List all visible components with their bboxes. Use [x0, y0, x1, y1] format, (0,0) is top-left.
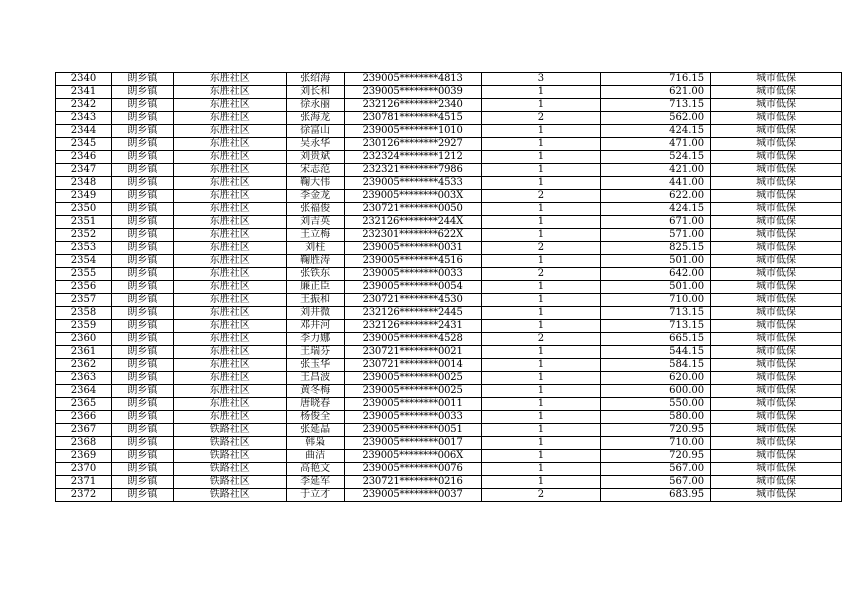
- table-row: [56, 138, 842, 151]
- name-cell: 张绍海: [286, 73, 344, 86]
- household-count-cell: 1: [481, 125, 601, 138]
- table-row: [56, 203, 842, 216]
- assistance-type-cell: 城市低保: [711, 424, 842, 437]
- assistance-type-cell: 城市低保: [711, 294, 842, 307]
- town-cell: 朗乡镇: [111, 216, 173, 229]
- id-number-cell: 239005********1010: [344, 125, 481, 138]
- amount-cell: 580.00: [601, 411, 711, 424]
- id-number-cell: 239005********003X: [344, 190, 481, 203]
- household-count-cell: 1: [481, 359, 601, 372]
- community-cell: 东胜社区: [173, 255, 286, 268]
- community-cell: 东胜社区: [173, 268, 286, 281]
- town-cell: 朗乡镇: [111, 359, 173, 372]
- name-cell: 李延军: [286, 476, 344, 489]
- amount-cell: 710.00: [601, 437, 711, 450]
- household-count-cell: 1: [481, 346, 601, 359]
- row-number-cell: 2351: [56, 216, 112, 229]
- town-cell: 朗乡镇: [111, 463, 173, 476]
- name-cell: 杨俊全: [286, 411, 344, 424]
- name-cell: 李金龙: [286, 190, 344, 203]
- community-cell: 东胜社区: [173, 398, 286, 411]
- community-cell: 东胜社区: [173, 177, 286, 190]
- community-cell: 东胜社区: [173, 86, 286, 99]
- assistance-type-cell: 城市低保: [711, 450, 842, 463]
- amount-cell: 567.00: [601, 476, 711, 489]
- household-count-cell: 2: [481, 242, 601, 255]
- table-row: [56, 112, 842, 125]
- town-cell: 朗乡镇: [111, 294, 173, 307]
- table-row: [56, 307, 842, 320]
- amount-cell: 571.00: [601, 229, 711, 242]
- id-number-cell: 232126********244X: [344, 216, 481, 229]
- amount-cell: 713.15: [601, 307, 711, 320]
- amount-cell: 671.00: [601, 216, 711, 229]
- town-cell: 朗乡镇: [111, 73, 173, 86]
- row-number-cell: 2347: [56, 164, 112, 177]
- town-cell: 朗乡镇: [111, 372, 173, 385]
- household-count-cell: 1: [481, 294, 601, 307]
- assistance-type-cell: 城市低保: [711, 346, 842, 359]
- amount-cell: 424.15: [601, 125, 711, 138]
- town-cell: 朗乡镇: [111, 450, 173, 463]
- name-cell: 刘吉英: [286, 216, 344, 229]
- assistance-type-cell: 城市低保: [711, 190, 842, 203]
- assistance-type-cell: 城市低保: [711, 255, 842, 268]
- table-row: [56, 268, 842, 281]
- assistance-type-cell: 城市低保: [711, 203, 842, 216]
- table-row: [56, 385, 842, 398]
- table-row: [56, 125, 842, 138]
- row-number-cell: 2367: [56, 424, 112, 437]
- household-count-cell: 1: [481, 450, 601, 463]
- name-cell: 张延晶: [286, 424, 344, 437]
- name-cell: 徐永丽: [286, 99, 344, 112]
- household-count-cell: 1: [481, 372, 601, 385]
- amount-cell: 501.00: [601, 255, 711, 268]
- id-number-cell: 232126********2431: [344, 320, 481, 333]
- amount-cell: 683.95: [601, 489, 711, 502]
- id-number-cell: 239005********4813: [344, 73, 481, 86]
- table-row: [56, 359, 842, 372]
- id-number-cell: 239005********0033: [344, 268, 481, 281]
- id-number-cell: 230721********0050: [344, 203, 481, 216]
- name-cell: 王昌波: [286, 372, 344, 385]
- community-cell: 铁路社区: [173, 463, 286, 476]
- community-cell: 铁路社区: [173, 489, 286, 502]
- household-count-cell: 2: [481, 489, 601, 502]
- table-row: [56, 177, 842, 190]
- row-number-cell: 2353: [56, 242, 112, 255]
- name-cell: 刘柱: [286, 242, 344, 255]
- community-cell: 东胜社区: [173, 125, 286, 138]
- assistance-type-cell: 城市低保: [711, 385, 842, 398]
- household-count-cell: 1: [481, 320, 601, 333]
- community-cell: 东胜社区: [173, 411, 286, 424]
- amount-cell: 544.15: [601, 346, 711, 359]
- row-number-cell: 2356: [56, 281, 112, 294]
- name-cell: 刘贵斌: [286, 151, 344, 164]
- name-cell: 韩枭: [286, 437, 344, 450]
- row-number-cell: 2372: [56, 489, 112, 502]
- community-cell: 东胜社区: [173, 216, 286, 229]
- assistance-type-cell: 城市低保: [711, 476, 842, 489]
- row-number-cell: 2349: [56, 190, 112, 203]
- name-cell: 王立梅: [286, 229, 344, 242]
- row-number-cell: 2350: [56, 203, 112, 216]
- household-count-cell: 1: [481, 307, 601, 320]
- id-number-cell: 230721********0021: [344, 346, 481, 359]
- household-count-cell: 1: [481, 99, 601, 112]
- community-cell: 东胜社区: [173, 294, 286, 307]
- row-number-cell: 2369: [56, 450, 112, 463]
- town-cell: 朗乡镇: [111, 424, 173, 437]
- table-row: [56, 372, 842, 385]
- table-row: [56, 190, 842, 203]
- row-number-cell: 2348: [56, 177, 112, 190]
- table-row: [56, 450, 842, 463]
- name-cell: 唐晓春: [286, 398, 344, 411]
- assistance-type-cell: 城市低保: [711, 99, 842, 112]
- name-cell: 曲洁: [286, 450, 344, 463]
- id-number-cell: 232126********2445: [344, 307, 481, 320]
- amount-cell: 567.00: [601, 463, 711, 476]
- amount-cell: 424.15: [601, 203, 711, 216]
- town-cell: 朗乡镇: [111, 203, 173, 216]
- assistance-type-cell: 城市低保: [711, 489, 842, 502]
- name-cell: 张玉华: [286, 359, 344, 372]
- id-number-cell: 232301********622X: [344, 229, 481, 242]
- table-row: [56, 86, 842, 99]
- id-number-cell: 230721********0014: [344, 359, 481, 372]
- id-number-cell: 232126********2340: [344, 99, 481, 112]
- id-number-cell: 239005********0051: [344, 424, 481, 437]
- row-number-cell: 2362: [56, 359, 112, 372]
- amount-cell: 716.15: [601, 73, 711, 86]
- household-count-cell: 1: [481, 424, 601, 437]
- amount-cell: 710.00: [601, 294, 711, 307]
- assistance-type-cell: 城市低保: [711, 86, 842, 99]
- town-cell: 朗乡镇: [111, 190, 173, 203]
- assistance-type-cell: 城市低保: [711, 333, 842, 346]
- id-number-cell: 239005********0011: [344, 398, 481, 411]
- table-row: [56, 99, 842, 112]
- id-number-cell: 230721********0216: [344, 476, 481, 489]
- town-cell: 朗乡镇: [111, 281, 173, 294]
- community-cell: 东胜社区: [173, 385, 286, 398]
- row-number-cell: 2366: [56, 411, 112, 424]
- table-row: [56, 320, 842, 333]
- town-cell: 朗乡镇: [111, 112, 173, 125]
- amount-cell: 584.15: [601, 359, 711, 372]
- community-cell: 东胜社区: [173, 333, 286, 346]
- town-cell: 朗乡镇: [111, 268, 173, 281]
- assistance-type-cell: 城市低保: [711, 372, 842, 385]
- id-number-cell: 230721********4530: [344, 294, 481, 307]
- assistance-type-cell: 城市低保: [711, 463, 842, 476]
- row-number-cell: 2342: [56, 99, 112, 112]
- name-cell: 邓井河: [286, 320, 344, 333]
- town-cell: 朗乡镇: [111, 164, 173, 177]
- town-cell: 朗乡镇: [111, 489, 173, 502]
- town-cell: 朗乡镇: [111, 476, 173, 489]
- community-cell: 东胜社区: [173, 307, 286, 320]
- town-cell: 朗乡镇: [111, 346, 173, 359]
- name-cell: 王振和: [286, 294, 344, 307]
- name-cell: 张海龙: [286, 112, 344, 125]
- row-number-cell: 2345: [56, 138, 112, 151]
- name-cell: 于立才: [286, 489, 344, 502]
- id-number-cell: 239005********0025: [344, 372, 481, 385]
- table-row: [56, 294, 842, 307]
- table-row: [56, 151, 842, 164]
- assistance-type-cell: 城市低保: [711, 216, 842, 229]
- name-cell: 李力娜: [286, 333, 344, 346]
- assistance-type-cell: 城市低保: [711, 177, 842, 190]
- amount-cell: 600.00: [601, 385, 711, 398]
- community-cell: 东胜社区: [173, 151, 286, 164]
- household-count-cell: 2: [481, 190, 601, 203]
- assistance-type-cell: 城市低保: [711, 398, 842, 411]
- town-cell: 朗乡镇: [111, 385, 173, 398]
- row-number-cell: 2352: [56, 229, 112, 242]
- amount-cell: 642.00: [601, 268, 711, 281]
- town-cell: 朗乡镇: [111, 255, 173, 268]
- row-number-cell: 2346: [56, 151, 112, 164]
- community-cell: 铁路社区: [173, 476, 286, 489]
- table-row: [56, 476, 842, 489]
- name-cell: 刘井微: [286, 307, 344, 320]
- name-cell: 吴永华: [286, 138, 344, 151]
- id-number-cell: 239005********0025: [344, 385, 481, 398]
- household-count-cell: 1: [481, 177, 601, 190]
- name-cell: 刘长和: [286, 86, 344, 99]
- town-cell: 朗乡镇: [111, 333, 173, 346]
- amount-cell: 665.15: [601, 333, 711, 346]
- community-cell: 东胜社区: [173, 346, 286, 359]
- id-number-cell: 232321********7986: [344, 164, 481, 177]
- row-number-cell: 2365: [56, 398, 112, 411]
- town-cell: 朗乡镇: [111, 437, 173, 450]
- id-number-cell: 239005********0033: [344, 411, 481, 424]
- table-row: [56, 333, 842, 346]
- community-cell: 东胜社区: [173, 203, 286, 216]
- table-row: [56, 242, 842, 255]
- assistance-type-cell: 城市低保: [711, 320, 842, 333]
- town-cell: 朗乡镇: [111, 398, 173, 411]
- assistance-type-cell: 城市低保: [711, 268, 842, 281]
- row-number-cell: 2343: [56, 112, 112, 125]
- household-count-cell: 1: [481, 463, 601, 476]
- id-number-cell: 230126********2927: [344, 138, 481, 151]
- id-number-cell: 239005********0031: [344, 242, 481, 255]
- amount-cell: 720.95: [601, 450, 711, 463]
- id-number-cell: 239005********4516: [344, 255, 481, 268]
- allowance-table: [55, 72, 842, 502]
- amount-cell: 524.15: [601, 151, 711, 164]
- community-cell: 东胜社区: [173, 138, 286, 151]
- household-count-cell: 1: [481, 229, 601, 242]
- assistance-type-cell: 城市低保: [711, 125, 842, 138]
- assistance-type-cell: 城市低保: [711, 112, 842, 125]
- row-number-cell: 2357: [56, 294, 112, 307]
- household-count-cell: 1: [481, 203, 601, 216]
- household-count-cell: 1: [481, 164, 601, 177]
- row-number-cell: 2368: [56, 437, 112, 450]
- household-count-cell: 1: [481, 476, 601, 489]
- table-row: [56, 73, 842, 86]
- community-cell: 东胜社区: [173, 242, 286, 255]
- town-cell: 朗乡镇: [111, 99, 173, 112]
- table-row: [56, 463, 842, 476]
- name-cell: 张福俊: [286, 203, 344, 216]
- id-number-cell: 239005********0039: [344, 86, 481, 99]
- row-number-cell: 2364: [56, 385, 112, 398]
- id-number-cell: 232324********1212: [344, 151, 481, 164]
- community-cell: 东胜社区: [173, 164, 286, 177]
- community-cell: 铁路社区: [173, 450, 286, 463]
- table-row: [56, 424, 842, 437]
- town-cell: 朗乡镇: [111, 86, 173, 99]
- row-number-cell: 2355: [56, 268, 112, 281]
- household-count-cell: 1: [481, 86, 601, 99]
- table-row: [56, 281, 842, 294]
- assistance-type-cell: 城市低保: [711, 281, 842, 294]
- household-count-cell: 1: [481, 411, 601, 424]
- row-number-cell: 2363: [56, 372, 112, 385]
- row-number-cell: 2341: [56, 86, 112, 99]
- community-cell: 铁路社区: [173, 424, 286, 437]
- amount-cell: 501.00: [601, 281, 711, 294]
- table-row: [56, 255, 842, 268]
- amount-cell: 713.15: [601, 99, 711, 112]
- town-cell: 朗乡镇: [111, 177, 173, 190]
- assistance-type-cell: 城市低保: [711, 164, 842, 177]
- amount-cell: 720.95: [601, 424, 711, 437]
- table-row: [56, 229, 842, 242]
- town-cell: 朗乡镇: [111, 242, 173, 255]
- id-number-cell: 230781********4515: [344, 112, 481, 125]
- household-count-cell: 1: [481, 216, 601, 229]
- id-number-cell: 239005********0017: [344, 437, 481, 450]
- row-number-cell: 2359: [56, 320, 112, 333]
- community-cell: 东胜社区: [173, 112, 286, 125]
- row-number-cell: 2340: [56, 73, 112, 86]
- community-cell: 东胜社区: [173, 372, 286, 385]
- amount-cell: 471.00: [601, 138, 711, 151]
- table-row: [56, 346, 842, 359]
- household-count-cell: 1: [481, 437, 601, 450]
- community-cell: 铁路社区: [173, 437, 286, 450]
- town-cell: 朗乡镇: [111, 229, 173, 242]
- town-cell: 朗乡镇: [111, 411, 173, 424]
- town-cell: 朗乡镇: [111, 307, 173, 320]
- row-number-cell: 2361: [56, 346, 112, 359]
- assistance-type-cell: 城市低保: [711, 437, 842, 450]
- name-cell: 徐富山: [286, 125, 344, 138]
- row-number-cell: 2354: [56, 255, 112, 268]
- amount-cell: 421.00: [601, 164, 711, 177]
- assistance-type-cell: 城市低保: [711, 138, 842, 151]
- household-count-cell: 1: [481, 255, 601, 268]
- household-count-cell: 1: [481, 138, 601, 151]
- assistance-type-cell: 城市低保: [711, 411, 842, 424]
- household-count-cell: 1: [481, 281, 601, 294]
- community-cell: 东胜社区: [173, 190, 286, 203]
- row-number-cell: 2344: [56, 125, 112, 138]
- household-count-cell: 1: [481, 398, 601, 411]
- community-cell: 东胜社区: [173, 99, 286, 112]
- id-number-cell: 239005********0076: [344, 463, 481, 476]
- town-cell: 朗乡镇: [111, 151, 173, 164]
- community-cell: 东胜社区: [173, 229, 286, 242]
- assistance-type-cell: 城市低保: [711, 359, 842, 372]
- assistance-type-cell: 城市低保: [711, 307, 842, 320]
- name-cell: 鞠胜涛: [286, 255, 344, 268]
- table-row: [56, 437, 842, 450]
- name-cell: 王瑞芬: [286, 346, 344, 359]
- table-row: [56, 216, 842, 229]
- household-count-cell: 2: [481, 333, 601, 346]
- amount-cell: 562.00: [601, 112, 711, 125]
- name-cell: 鞠大伟: [286, 177, 344, 190]
- household-count-cell: 3: [481, 73, 601, 86]
- table-row: [56, 411, 842, 424]
- row-number-cell: 2358: [56, 307, 112, 320]
- amount-cell: 713.15: [601, 320, 711, 333]
- name-cell: 宋志范: [286, 164, 344, 177]
- id-number-cell: 239005********006X: [344, 450, 481, 463]
- community-cell: 东胜社区: [173, 359, 286, 372]
- name-cell: 高艳文: [286, 463, 344, 476]
- amount-cell: 550.00: [601, 398, 711, 411]
- id-number-cell: 239005********4533: [344, 177, 481, 190]
- assistance-type-cell: 城市低保: [711, 242, 842, 255]
- community-cell: 东胜社区: [173, 73, 286, 86]
- id-number-cell: 239005********0054: [344, 281, 481, 294]
- name-cell: 廉正臣: [286, 281, 344, 294]
- row-number-cell: 2370: [56, 463, 112, 476]
- community-cell: 东胜社区: [173, 320, 286, 333]
- table-row: [56, 489, 842, 502]
- name-cell: 张铁东: [286, 268, 344, 281]
- table-row: [56, 164, 842, 177]
- amount-cell: 825.15: [601, 242, 711, 255]
- town-cell: 朗乡镇: [111, 320, 173, 333]
- household-count-cell: 2: [481, 112, 601, 125]
- town-cell: 朗乡镇: [111, 138, 173, 151]
- name-cell: 黄冬梅: [286, 385, 344, 398]
- amount-cell: 621.00: [601, 86, 711, 99]
- amount-cell: 620.00: [601, 372, 711, 385]
- household-count-cell: 1: [481, 151, 601, 164]
- amount-cell: 441.00: [601, 177, 711, 190]
- id-number-cell: 239005********0037: [344, 489, 481, 502]
- community-cell: 东胜社区: [173, 281, 286, 294]
- table-body: [56, 73, 842, 502]
- assistance-type-cell: 城市低保: [711, 229, 842, 242]
- row-number-cell: 2360: [56, 333, 112, 346]
- assistance-type-cell: 城市低保: [711, 73, 842, 86]
- household-count-cell: 2: [481, 268, 601, 281]
- assistance-type-cell: 城市低保: [711, 151, 842, 164]
- town-cell: 朗乡镇: [111, 125, 173, 138]
- table-row: [56, 398, 842, 411]
- amount-cell: 622.00: [601, 190, 711, 203]
- row-number-cell: 2371: [56, 476, 112, 489]
- household-count-cell: 1: [481, 385, 601, 398]
- id-number-cell: 239005********4528: [344, 333, 481, 346]
